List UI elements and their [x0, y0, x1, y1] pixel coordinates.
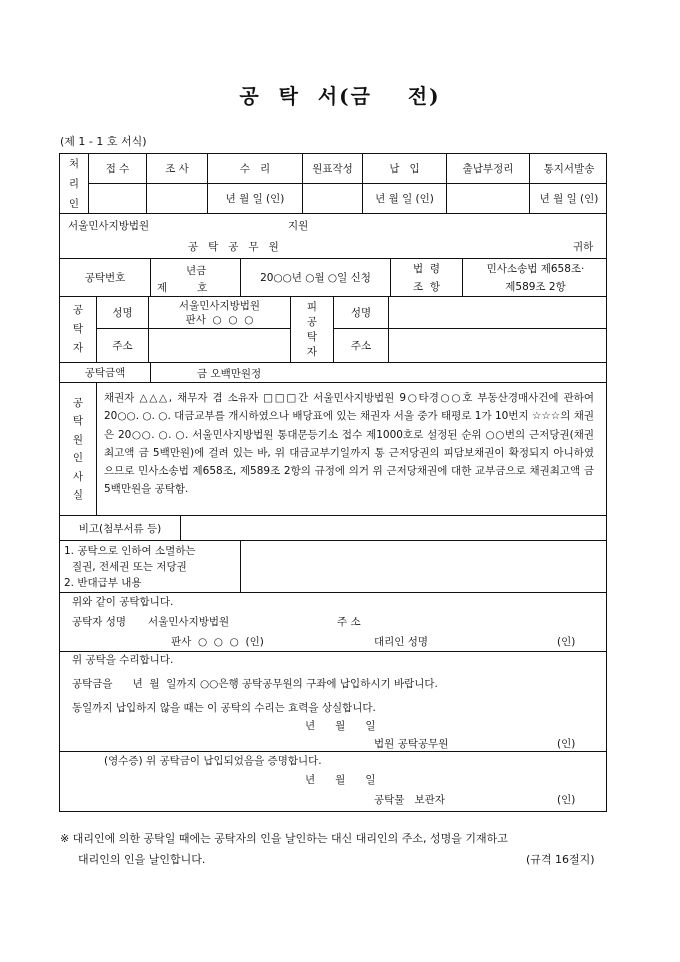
extinction-label — [60, 541, 241, 592]
header-review: 조 사 — [147, 154, 208, 183]
depositor-sign-label: 공탁자 성명 — [72, 616, 127, 628]
receipt-keeper: 공탁물 보관자 — [374, 794, 445, 806]
deposit-number-label: 공탁번호 — [60, 259, 151, 296]
law-label-2: 조 항 — [413, 280, 440, 293]
amount-section — [60, 363, 606, 383]
extinction-line2: 질권, 전세권 또는 저당권 — [72, 560, 187, 573]
payee-address-label: 주소 — [334, 328, 389, 362]
extinction-line1: 1. 공탁으로 인하여 소멸하는 — [64, 544, 196, 557]
deposit-number-section — [60, 259, 606, 297]
remarks-value — [181, 516, 608, 540]
deposit-statement-line: 위와 같이 공탁합니다. — [72, 596, 174, 608]
cell-notice-date: 년 월 일 (인) — [539, 192, 599, 205]
depositor-address-label: 주소 — [97, 328, 149, 362]
header-payment: 납 입 — [363, 154, 447, 183]
cell-review — [147, 183, 208, 213]
cause-label: 공 탁 원 인 사 실 — [60, 383, 97, 515]
depositor-address-sign: 주 소 — [337, 616, 361, 628]
acceptance-line2: 공탁금을 년 월 일까지 ○○은행 공탁공무원의 구좌에 납입하시기 바랍니다. — [72, 678, 438, 690]
cell-payment-date: 년 월 일 (인) — [363, 183, 447, 213]
payee-name — [389, 297, 608, 328]
receipt-line: (영수증) 위 공탁금이 납입되었음을 증명합니다. — [104, 755, 322, 767]
cell-receipt — [89, 183, 147, 213]
depositor-name-line2: 판사 ○ ○ ○ — [185, 313, 254, 326]
cause-section — [60, 383, 606, 516]
cause-text: 채권자 △△△, 채무자 겸 소유자 □□□간 서울민사지방법원 9○타경○○호 부동산경매사건에 관하여 20○○. ○. ○. 대금교부를 개시하였으나 배당표에 있는 채권자 서울 중가 태평로 1가 10번지 ☆☆☆의 채권은 20○○. ○. ○. 서울민사지방법원 통대문등기소 접수 제1000호로 설정된 순위 ○○번의 근저당권(채권최고액 금 5백만원)에 걸려 있는 바, 위 대금교부기일까지 통 근저당권의 피담보채권이 확정되지 아니하였으므로 민사소송법 제658조, 제589조 2항의 규정에 의거 위 근저당채권에 대한 교부금으로 채권최고액 금 5백만원을 공탁함. — [104, 392, 594, 496]
depositor-label: 공 탁 자 — [60, 297, 97, 362]
depositor-name-label: 성명 — [97, 297, 149, 328]
depositor-name-line1: 서울민사지방법원 — [178, 299, 261, 312]
agent-seal: (인) — [557, 636, 576, 648]
law-text-2: 제589조 2항 — [505, 280, 566, 293]
form-number: (제 1 - 1 호 서식) — [60, 135, 147, 148]
payee-address — [389, 328, 608, 362]
depositor-judge-sign: 판사 ○ ○ ○ (인) — [171, 636, 264, 648]
footnote-rule: (규격 16절지) — [526, 853, 595, 866]
receipt-date: 년 월 일 — [305, 774, 376, 786]
parties-section — [60, 297, 606, 363]
document-title: 공 탁 서(금 전) — [239, 84, 441, 108]
acceptance-date: 년 월 일 — [305, 720, 376, 732]
acceptance-officer: 법원 공탁공무원 — [374, 738, 449, 750]
amount-label: 공탁금액 — [60, 363, 151, 382]
extinction-value — [241, 541, 608, 592]
apply-date: 20○○년 ○월 ○일 신청 — [241, 259, 391, 296]
processing-label: 처 리 인 — [60, 154, 89, 213]
cell-ledger — [447, 183, 530, 213]
header-original: 원표작성 — [303, 154, 363, 183]
law-text — [463, 259, 608, 296]
court-section — [60, 214, 606, 259]
header-receipt: 접 수 — [89, 154, 147, 183]
receipt-seal: (인) — [557, 794, 576, 806]
court-name: 서울민사지방법원 — [68, 220, 150, 232]
court-honorific: 귀하 — [573, 241, 594, 253]
year-gold: 년금 — [186, 265, 207, 277]
processing-section — [60, 154, 606, 214]
acceptance-seal: (인) — [557, 738, 576, 750]
depositor-address — [149, 328, 291, 362]
header-ledger: 출납부정리 — [447, 154, 530, 183]
court-officer: 공 탁 공 무 원 — [188, 241, 279, 253]
payee-name-label: 성명 — [334, 297, 389, 328]
payee-label: 피 공 탁 자 — [291, 297, 334, 362]
footnote-line1: ※ 대리인에 의한 공탁일 때에는 공탁자의 인을 날인하는 대신 대리인의 주소, 성명을 기재하고 — [60, 832, 508, 845]
cell-original — [303, 183, 363, 213]
acceptance-line1: 위 공탁을 수리합니다. — [72, 654, 174, 666]
law-text-1: 민사소송법 제658조· — [486, 262, 585, 275]
deposit-statement-section — [60, 593, 606, 652]
footnote — [60, 828, 620, 870]
extinction-section — [60, 541, 606, 593]
deposit-number-value — [151, 259, 241, 296]
acceptance-line3: 동일까지 납입하지 않을 때는 이 공탁의 수리는 효력을 상실합니다. — [72, 702, 376, 714]
je-ho: 제 호 — [157, 282, 208, 294]
remarks-section — [60, 516, 606, 541]
receipt-section — [60, 752, 606, 811]
cell-accept-date: 년 월 일 (인) — [208, 183, 303, 213]
footnote-line2: 대리인의 인을 날인합니다. — [78, 853, 206, 866]
extinction-line3: 2. 반대급부 내용 — [64, 576, 142, 589]
agent-name-label: 대리인 성명 — [374, 636, 429, 648]
law-label-1: 법 령 — [413, 262, 440, 275]
acceptance-section — [60, 652, 606, 752]
depositor-name — [149, 297, 291, 328]
header-notice: 통지서발송 — [543, 163, 595, 175]
court-branch: 지원 — [288, 220, 309, 232]
header-accept: 수 리 — [208, 154, 303, 183]
depositor-sign-court: 서울민사지방법원 — [148, 616, 230, 628]
amount-value: 금 오백만원정 — [197, 368, 262, 380]
remarks-label: 비고(첨부서류 등) — [60, 516, 181, 540]
law-label — [391, 259, 463, 296]
deposit-form — [59, 153, 607, 812]
